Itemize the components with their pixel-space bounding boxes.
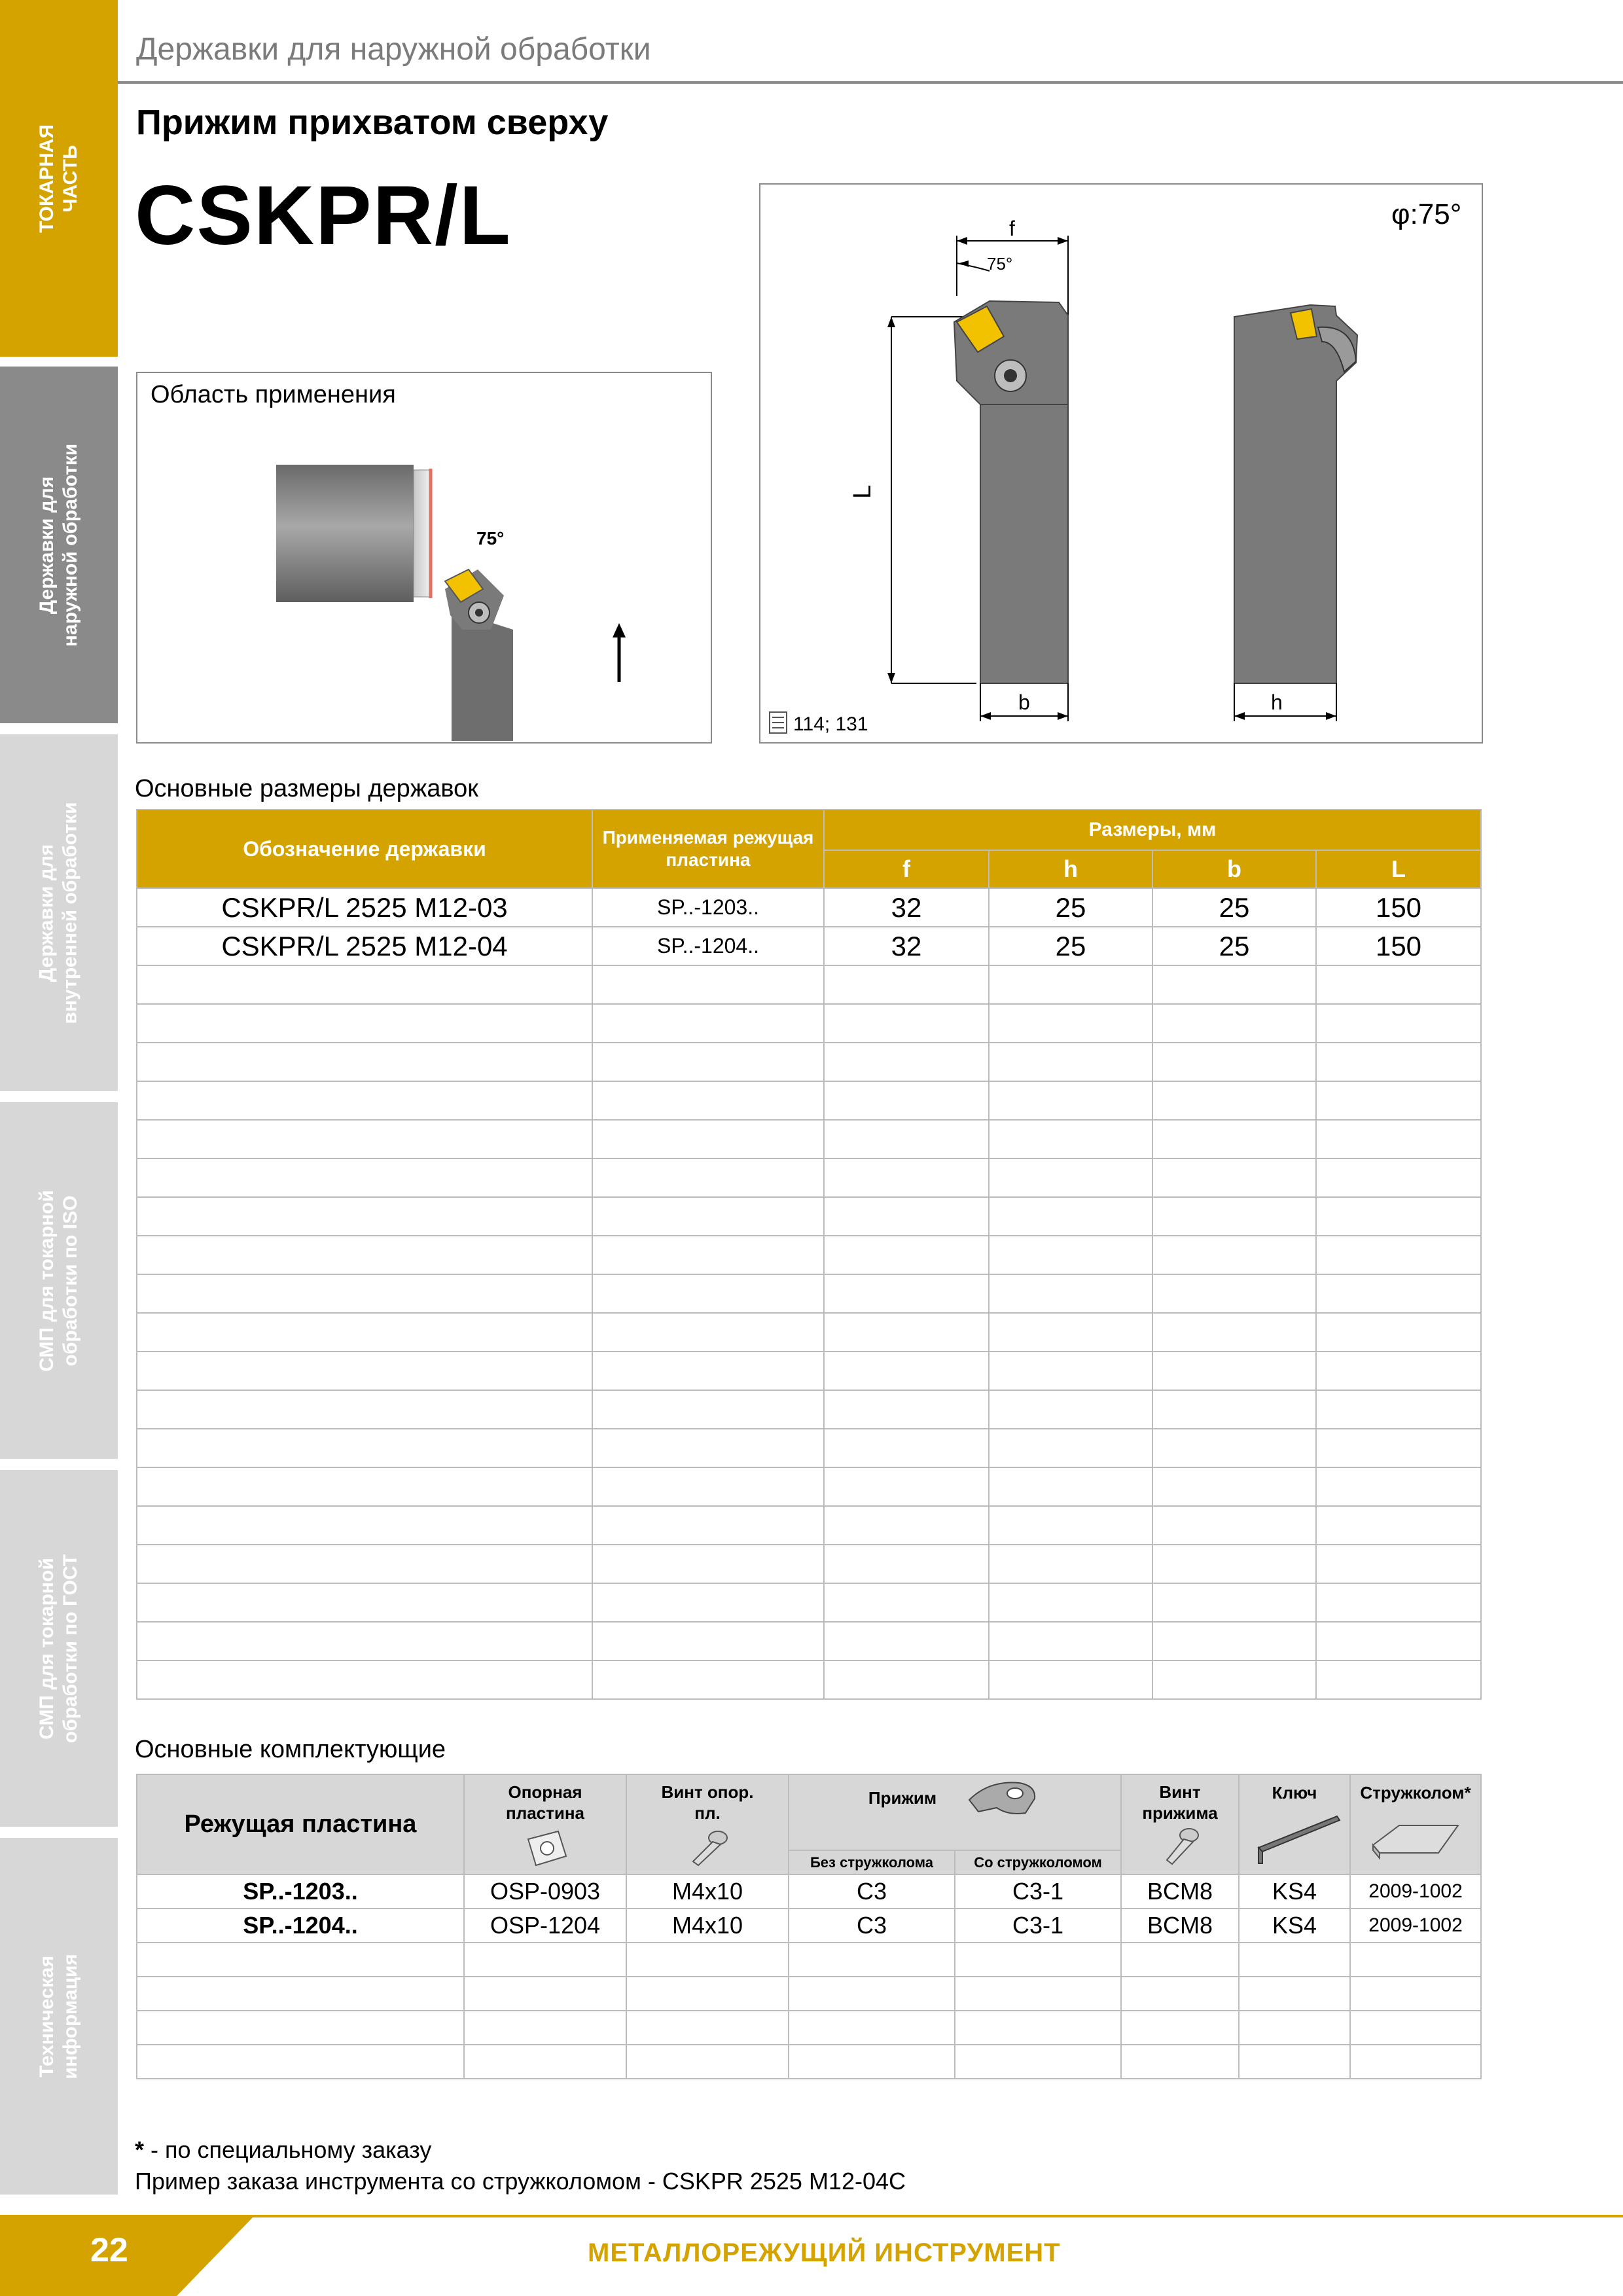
table-cell: CSKPR/L 2525 M12-04 (137, 927, 592, 965)
table-row (137, 927, 1481, 965)
side-tab-label: Державки для внутренней обработки (36, 801, 82, 1024)
application-illustration (137, 373, 711, 742)
footer-brand: МЕТАЛЛОРЕЖУЩИЙ ИНСТРУМЕНТ (588, 2238, 1061, 2267)
col-plate-screw (626, 1774, 789, 1874)
table-cell: 32 (824, 927, 989, 965)
empty-row (137, 1197, 1481, 1236)
angle-label: 75° (476, 528, 505, 548)
empty-row (137, 1004, 1481, 1043)
table-cell: 2009-1002 (1350, 1874, 1481, 1909)
chipbreaker-label: Стружколом* (1360, 1783, 1471, 1803)
table-cell: 25 (989, 888, 1152, 927)
table-cell: 32 (824, 888, 989, 927)
star-mark: * (135, 2136, 145, 2163)
empty-row (137, 1313, 1481, 1352)
table-cell: SP..-1204.. (137, 1909, 464, 1943)
empty-row (137, 1236, 1481, 1274)
table-cell: 150 (1316, 927, 1481, 965)
empty-row (137, 1429, 1481, 1467)
empty-row (137, 2011, 1481, 2045)
col-h: h (989, 850, 1152, 888)
empty-row (137, 1352, 1481, 1390)
col-key (1239, 1774, 1350, 1874)
empty-row (137, 1545, 1481, 1583)
application-area-box (136, 372, 712, 744)
col-support-plate (464, 1774, 626, 1874)
support-plate-icon (519, 1827, 571, 1869)
drawing-angle-label: 75° (987, 254, 1013, 274)
page-number: 22 (90, 2231, 128, 2269)
table-cell: BCM8 (1121, 1909, 1239, 1943)
empty-row (137, 1043, 1481, 1081)
side-tab-external-holders[interactable] (0, 367, 118, 723)
table-cell: M4x10 (626, 1874, 789, 1909)
parts-title: Основные комплектующие (135, 1736, 446, 1763)
col-clamp (789, 1774, 1121, 1850)
empty-row (137, 1660, 1481, 1699)
side-tab-tech-info[interactable] (0, 1838, 118, 2195)
empty-row (137, 1467, 1481, 1506)
empty-row (137, 1081, 1481, 1120)
table-cell: M4x10 (626, 1909, 789, 1943)
application-area-label: Область применения (151, 381, 396, 408)
page-ref-text: 114; 131 (793, 713, 868, 735)
col-clamp-screw (1121, 1774, 1239, 1874)
col-f: f (824, 850, 989, 888)
table-cell: 150 (1316, 888, 1481, 927)
chipbreaker-icon (1360, 1807, 1471, 1866)
col-chipbreaker (1350, 1774, 1481, 1874)
dims-title: Основные размеры державок (135, 775, 478, 802)
parts-table (136, 1774, 1482, 2079)
col-insert: Применяемая режущая пластина (592, 810, 824, 888)
dim-f-label: f (1009, 217, 1015, 240)
table-cell: SP..-1204.. (592, 927, 824, 965)
special-order-text: - по специальному заказу (144, 2136, 432, 2163)
clamp-icon (963, 1776, 1041, 1820)
dim-L-label: L (849, 484, 876, 499)
col-b: b (1152, 850, 1316, 888)
table-cell: 25 (1152, 927, 1316, 965)
table-cell: SP..-1203.. (592, 888, 824, 927)
screw-icon (681, 1827, 734, 1869)
empty-row (137, 1943, 1481, 1977)
table-cell: KS4 (1239, 1909, 1350, 1943)
dim-b-label: b (1018, 691, 1030, 714)
col-clamp-plain: Без стружколома (789, 1850, 955, 1874)
empty-row (137, 1977, 1481, 2011)
workpiece (276, 465, 414, 602)
table-cell: SP..-1203.. (137, 1874, 464, 1909)
empty-row (137, 1583, 1481, 1622)
support-plate-label: Опорная пластина (505, 1782, 585, 1823)
clamp-label: Прижим (868, 1787, 937, 1808)
table-cell: 2009-1002 (1350, 1909, 1481, 1943)
side-tab-internal-holders[interactable] (0, 734, 118, 1091)
table-cell: CSKPR/L 2525 M12-03 (137, 888, 592, 927)
key-label: Ключ (1272, 1783, 1317, 1803)
table-cell: 25 (1152, 888, 1316, 927)
col-sizes: Размеры, мм (824, 810, 1481, 850)
special-order-note (135, 2136, 431, 2164)
side-tab-label: СМП для токарной обработки по ГОСТ (36, 1554, 81, 1743)
table-cell: C3 (789, 1909, 955, 1943)
section-header: Державки для наружной обработки (136, 32, 651, 67)
holder-side-view (1234, 305, 1357, 683)
side-tab-label: Державки для наружной обработки (36, 443, 81, 647)
hex-key-icon (1245, 1807, 1344, 1866)
page-title: CSKPR/L (135, 169, 512, 262)
side-tab-inserts-iso[interactable] (0, 1102, 118, 1459)
empty-row (137, 1158, 1481, 1197)
plate-screw-label: Винт опор. пл. (661, 1782, 754, 1823)
header-divider (118, 81, 1623, 84)
table-cell: BCM8 (1121, 1874, 1239, 1909)
table-cell: C3-1 (955, 1874, 1121, 1909)
phi-label: φ:75° (1391, 198, 1462, 230)
clamp-screw-label: Винт прижима (1142, 1782, 1218, 1823)
table-cell: OSP-0903 (464, 1874, 626, 1909)
feed-arrow (613, 623, 626, 637)
order-example-note: Пример заказа инструмента со стружколомом - CSKPR 2525 M12-04C (135, 2168, 906, 2195)
page-ref-icon (770, 712, 787, 733)
side-tab-turning[interactable] (0, 0, 118, 357)
page-subtitle: Прижим прихватом сверху (136, 103, 609, 142)
side-tab-label: ТОКАРНАЯ ЧАСТЬ (35, 124, 81, 233)
clamp-screw-icon (1154, 1826, 1206, 1868)
holder-shank-top (980, 404, 1068, 683)
col-designation: Обозначение державки (137, 810, 592, 888)
table-cell: OSP-1204 (464, 1909, 626, 1943)
side-tab-label: Техническая информация (36, 1953, 82, 2079)
empty-row (137, 2045, 1481, 2079)
side-tab-inserts-gost[interactable] (0, 1470, 118, 1827)
dimensions-table (136, 809, 1482, 1700)
empty-row (137, 1120, 1481, 1158)
table-cell: KS4 (1239, 1874, 1350, 1909)
table-row (137, 888, 1481, 927)
technical-drawing (760, 185, 1482, 742)
table-row (137, 1874, 1481, 1909)
table-cell: C3 (789, 1874, 955, 1909)
empty-row (137, 965, 1481, 1004)
empty-row (137, 1506, 1481, 1545)
technical-drawing-box (759, 183, 1483, 744)
table-cell: 25 (989, 927, 1152, 965)
col-L: L (1316, 850, 1481, 888)
table-cell: C3-1 (955, 1909, 1121, 1943)
side-tab-label: СМП для токарной обработки по ISO (36, 1189, 82, 1372)
empty-row (137, 1390, 1481, 1429)
table-row (137, 1909, 1481, 1943)
col-clamp-chipbreaker: Со стружколомом (955, 1850, 1121, 1874)
empty-row (137, 1274, 1481, 1313)
empty-row (137, 1622, 1481, 1660)
col-cutting-insert: Режущая пластина (137, 1774, 464, 1874)
dim-h-label: h (1271, 691, 1283, 714)
